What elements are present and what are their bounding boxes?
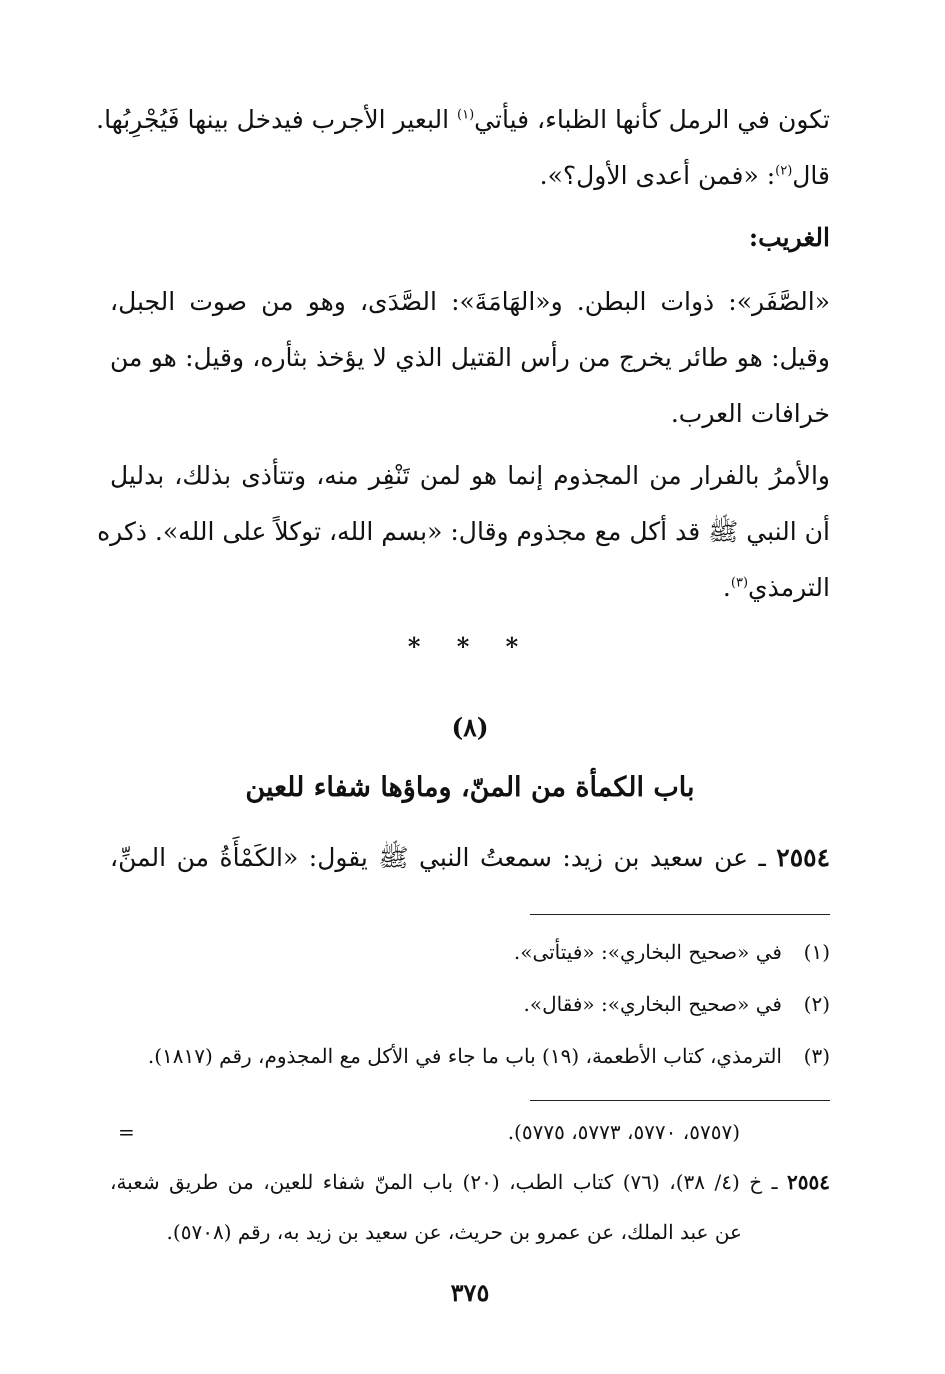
takhrij-text: ـ خ (٤/ ٣٨)، (٧٦) كتاب الطب، (٢٠) باب المنّ شفاء للعين، من طريق شعبة، [110, 1170, 778, 1194]
text-segment: تكون في الرمل كأنها الظباء، فيأتي [474, 105, 830, 134]
page-number: ٣٧٥ [450, 1278, 490, 1307]
continuation-marker: = [118, 1120, 135, 1144]
footnote-3 [110, 1040, 830, 1072]
section-separator: * * * [407, 632, 533, 661]
footnote-text: الترمذي، كتاب الأطعمة، (١٩) باب ما جاء في الأكل مع المجذوم، رقم (١٨١٧). [147, 1044, 782, 1068]
footnote-number: (١) [803, 940, 830, 964]
text-segment: . [722, 573, 731, 602]
chapter-title: باب الكمأة من المنّ، وماؤها شفاء للعين [245, 772, 695, 803]
footnote-2 [110, 988, 830, 1020]
hadith-text: ـ عن سعيد بن زيد: سمعتُ النبي ﷺ يقول: «الكَمْأَةُ من المنِّ، [110, 843, 766, 872]
takhrij-text-2: عن عبد الملك، عن عمرو بن حريث، عن سعيد بن زيد به، رقم (٥٧٠٨). [166, 1220, 742, 1244]
text-segment: الترمذي [748, 573, 830, 602]
text-segment: قال [792, 161, 830, 190]
continuation-text: (٥٧٥٧، ٥٧٧٠، ٥٧٧٣، ٥٧٧٥). [507, 1120, 740, 1144]
footnote-1 [110, 936, 830, 968]
text-segment: : «فمن أعدى الأول؟». [539, 161, 776, 190]
footnote-number: (٢) [803, 992, 830, 1016]
continuation-line [110, 1116, 830, 1148]
footnote-text: في «صحيح البخاري»: «فيتأتى». [513, 940, 782, 964]
footnote-ref-2[interactable]: (٢) [775, 163, 793, 179]
text-line-8 [110, 568, 830, 608]
text-line-2 [110, 156, 830, 196]
footnote-rule [530, 914, 830, 915]
takhrij-rule [530, 1100, 830, 1101]
chapter-number: (٨) [451, 713, 489, 742]
footnote-ref-3[interactable]: (٣) [730, 575, 749, 591]
text-line-3: «الصَّفَر»: ذوات البطن. و«الهَامَةَ»: الصَّدَى، وهو من صوت الجبل، [110, 287, 830, 316]
text-line-6: والأمرُ بالفرار من المجذوم إنما هو لمن تَنْفِر منه، وتتأذى بذلك، بدليل [110, 461, 830, 490]
hadith-line [110, 838, 830, 878]
text-line-1 [96, 100, 830, 140]
text-line-4: وقيل: هو طائر يخرج من رأس القتيل الذي لا يؤخذ بثأره، وقيل: هو من [110, 343, 830, 372]
text-line-7: أن النبي ﷺ قد أكل مع مجذوم وقال: «بسم الله، توكلاً على الله». ذكره [97, 517, 830, 546]
takhrij-line-1 [110, 1166, 830, 1198]
takhrij-line-2 [110, 1216, 830, 1248]
section-heading-gharib: الغريب: [748, 223, 830, 252]
hadith-number: ٢٥٥٤ [776, 843, 830, 872]
footnote-ref-1[interactable]: (١) [457, 107, 475, 123]
text-line-5: خرافات العرب. [670, 399, 830, 428]
footnote-number: (٣) [803, 1044, 830, 1068]
takhrij-number: ٢٥٥٤ [787, 1170, 830, 1194]
footnote-text: في «صحيح البخاري»: «فقال». [523, 992, 782, 1016]
text-segment: البعير الأجرب فيدخل بينها فَيُجْرِبُها. [96, 105, 450, 134]
